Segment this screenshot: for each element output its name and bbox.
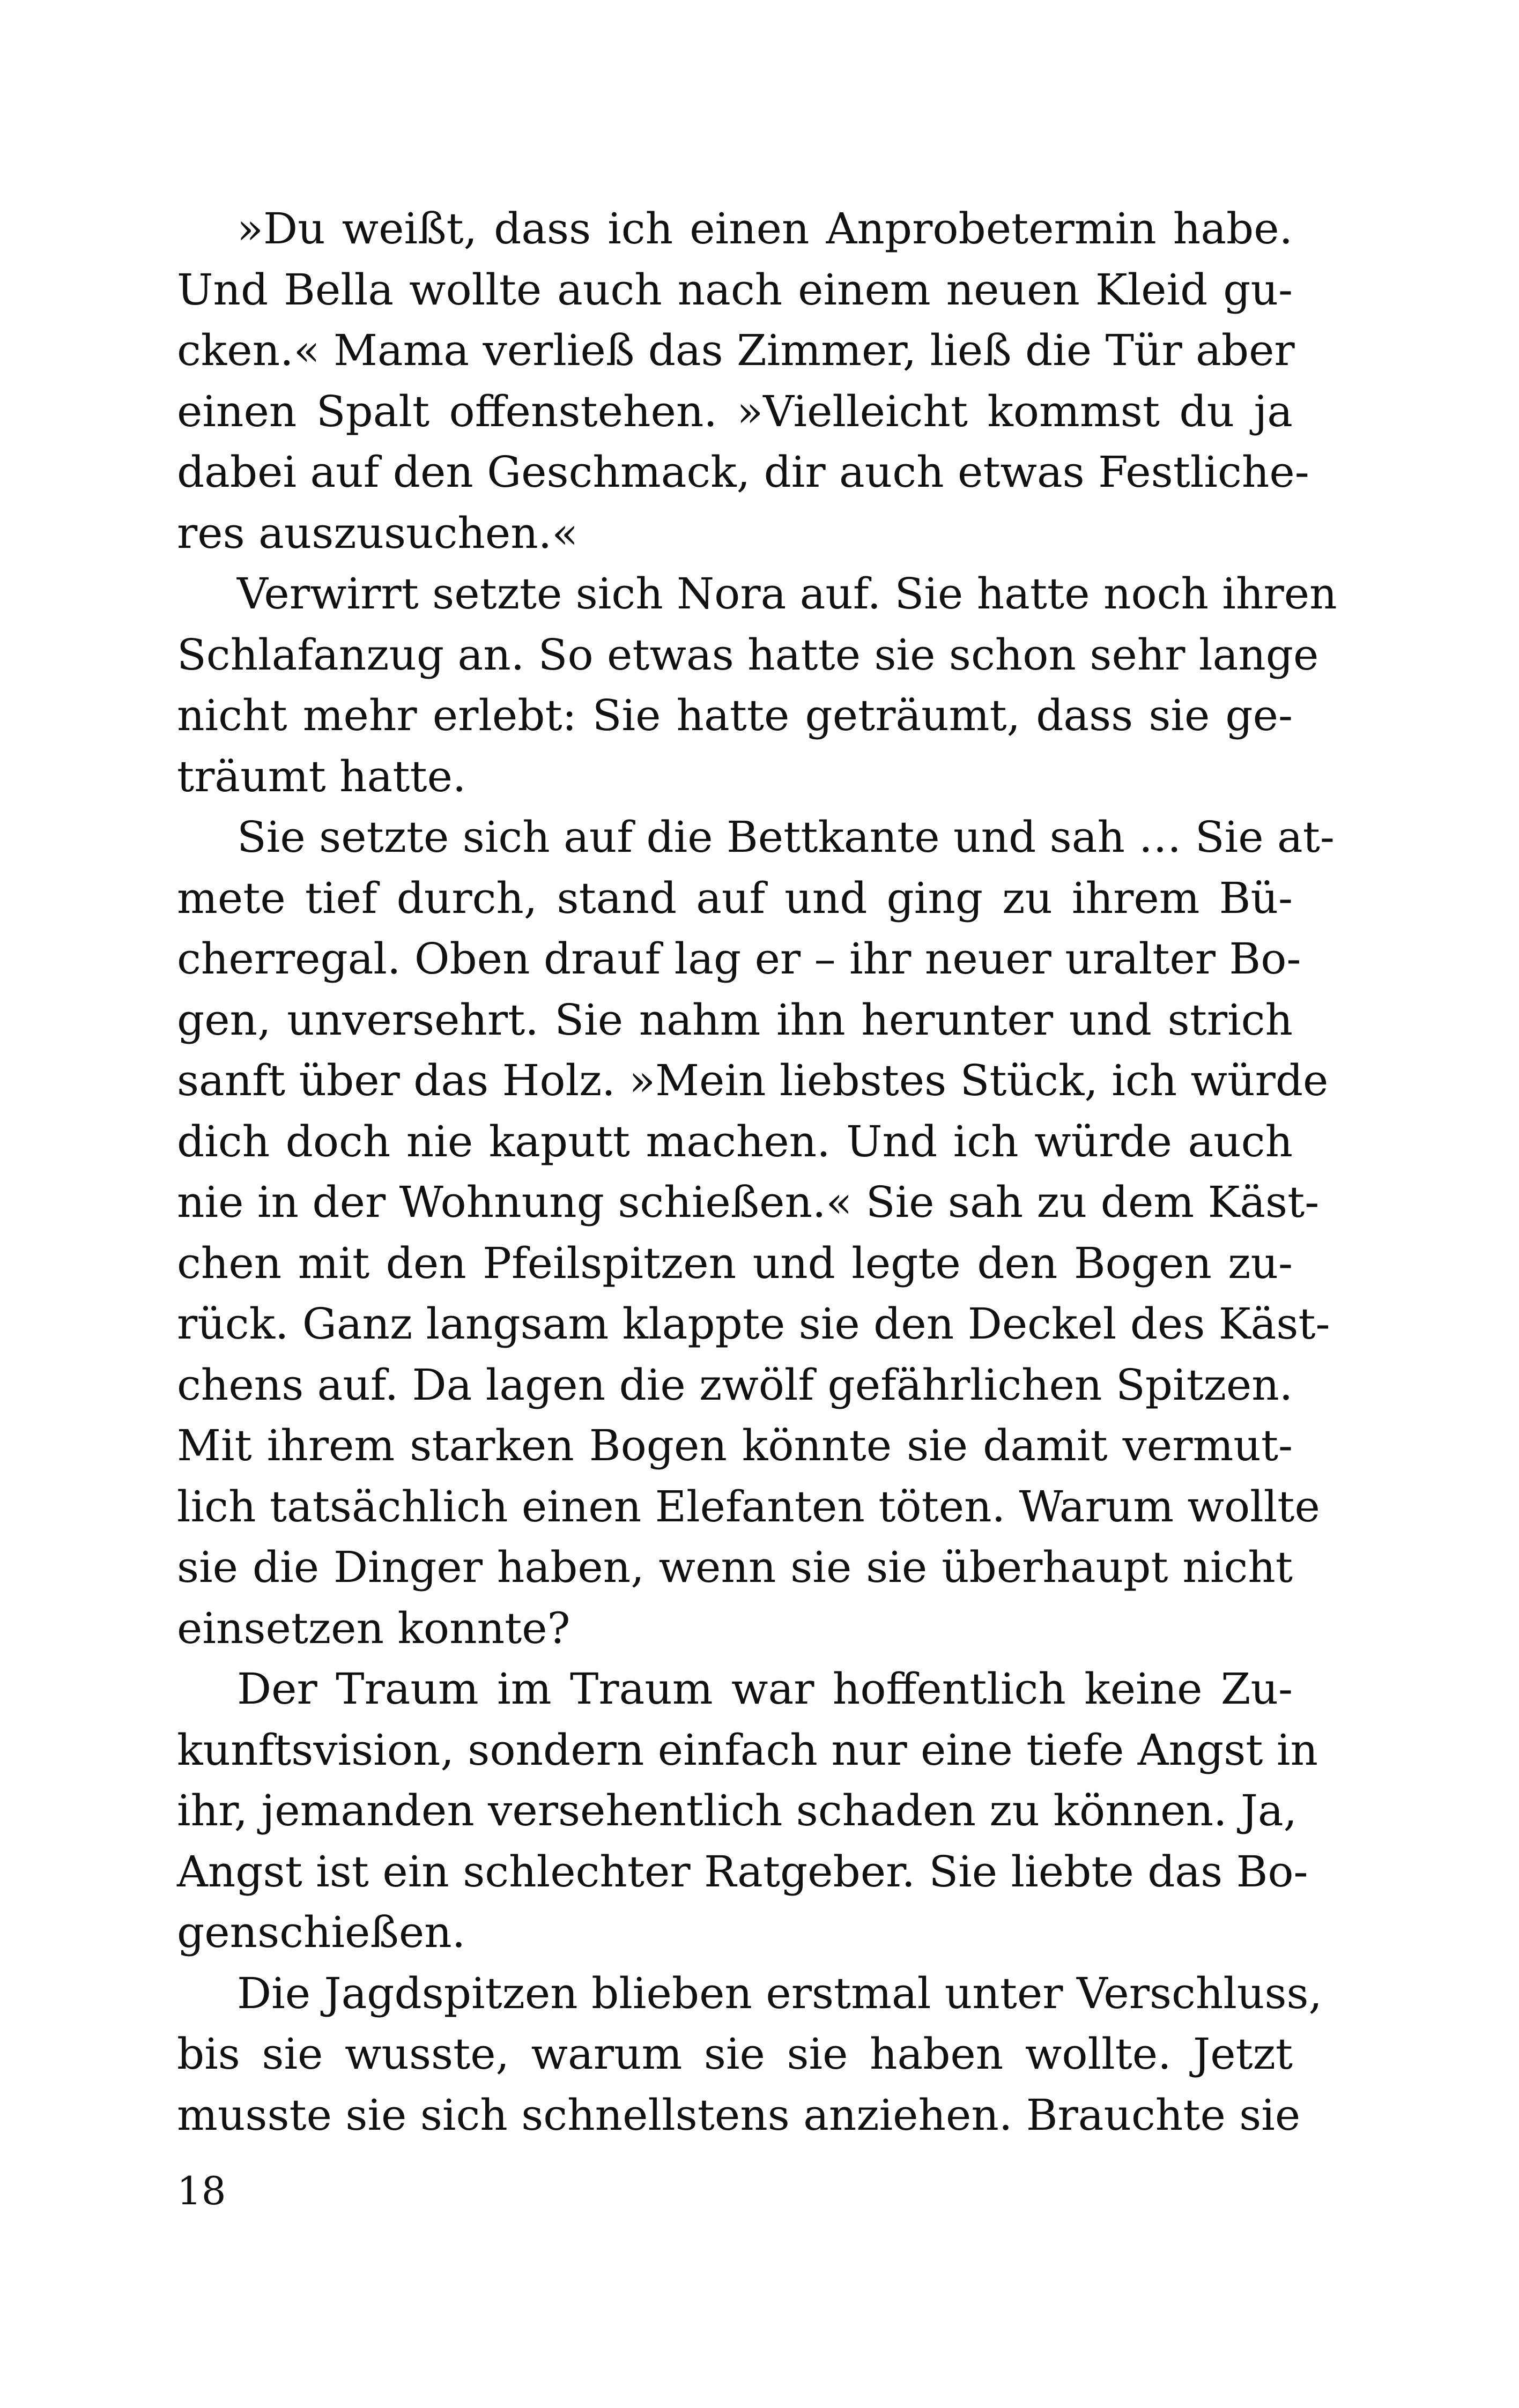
- text-line: einsetzen konnte?: [177, 1603, 570, 1653]
- text-line: dabei auf den Geschmack, dir auch etwas Festliche-: [177, 447, 1309, 497]
- paragraph: [177, 1963, 1322, 2146]
- text-line: Sie setzte sich auf die Bettkante und sah … Sie at-: [237, 812, 1335, 862]
- text-line: sanft über das Holz. »Mein liebstes Stück, ich würde: [177, 1056, 1329, 1105]
- body-text: [177, 198, 1337, 2145]
- text-line: musste sie sich schnellstens anziehen. Brauchte sie: [177, 2090, 1301, 2140]
- text-line: träumt hatte.: [177, 751, 466, 801]
- text-line: Die Jagdspitzen blieben erstmal unter Verschluss,: [237, 1968, 1322, 2018]
- text-line: gen, unversehrt. Sie nahm ihn herunter und strich: [177, 994, 1293, 1045]
- text-line: cken.« Mama verließ das Zimmer, ließ die Tür aber: [177, 325, 1295, 375]
- page-number: 18: [177, 2168, 226, 2213]
- text-line: »Du weißt, dass ich einen Anprobetermin habe.: [237, 204, 1293, 254]
- paragraph: [177, 563, 1337, 807]
- text-line: Mit ihrem starken Bogen könnte sie damit vermut-: [177, 1421, 1293, 1470]
- text-line: chens auf. Da lagen die zwölf gefährlichen Spitzen.: [177, 1359, 1293, 1410]
- text-line: res auszusuchen.«: [177, 508, 579, 558]
- text-line: cherregal. Oben drauf lag er – ihr neuer uralter Bo-: [177, 934, 1301, 984]
- text-line: rück. Ganz langsam klappte sie den Deckel des Käst-: [177, 1299, 1330, 1349]
- text-line: Angst ist ein schlechter Ratgeber. Sie liebte das Bo-: [177, 1846, 1308, 1897]
- text-line: Verwirrt setzte sich Nora auf. Sie hatte noch ihren: [237, 569, 1337, 619]
- text-line: bis sie wusste, warum sie sie haben wollte. Jetzt: [177, 2029, 1293, 2079]
- text-line: chen mit den Pfeilspitzen und legte den Bogen zu-: [177, 1238, 1293, 1288]
- paragraph: [177, 1659, 1318, 1963]
- text-line: kunftsvision, sondern einfach nur eine tiefe Angst in: [177, 1725, 1318, 1775]
- text-line: ihr, jemanden versehentlich schaden zu können. Ja,: [177, 1786, 1298, 1835]
- text-line: genschießen.: [177, 1907, 466, 1957]
- text-line: mete tief durch, stand auf und ging zu ihrem Bü-: [177, 873, 1293, 923]
- text-line: nicht mehr erlebt: Sie hatte geträumt, dass sie ge-: [177, 690, 1293, 740]
- text-line: Und Bella wollte auch nach einem neuen Kleid gu-: [177, 264, 1293, 315]
- text-line: nie in der Wohnung schießen.« Sie sah zu dem Käst-: [177, 1177, 1320, 1227]
- text-line: Schlafanzug an. So etwas hatte sie schon sehr lange: [177, 629, 1319, 680]
- text-line: Der Traum im Traum war hoffentlich keine Zu-: [237, 1664, 1293, 1714]
- text-line: dich doch nie kaputt machen. Und ich würde auch: [177, 1116, 1293, 1166]
- text-line: sie die Dinger haben, wenn sie sie überhaupt nicht: [177, 1542, 1293, 1592]
- text-line: einen Spalt offenstehen. »Vielleicht kommst du ja: [177, 386, 1293, 436]
- text-line: lich tatsächlich einen Elefanten töten. Warum wollte: [177, 1481, 1320, 1532]
- paragraph: [177, 807, 1335, 1659]
- paragraph: [177, 198, 1309, 563]
